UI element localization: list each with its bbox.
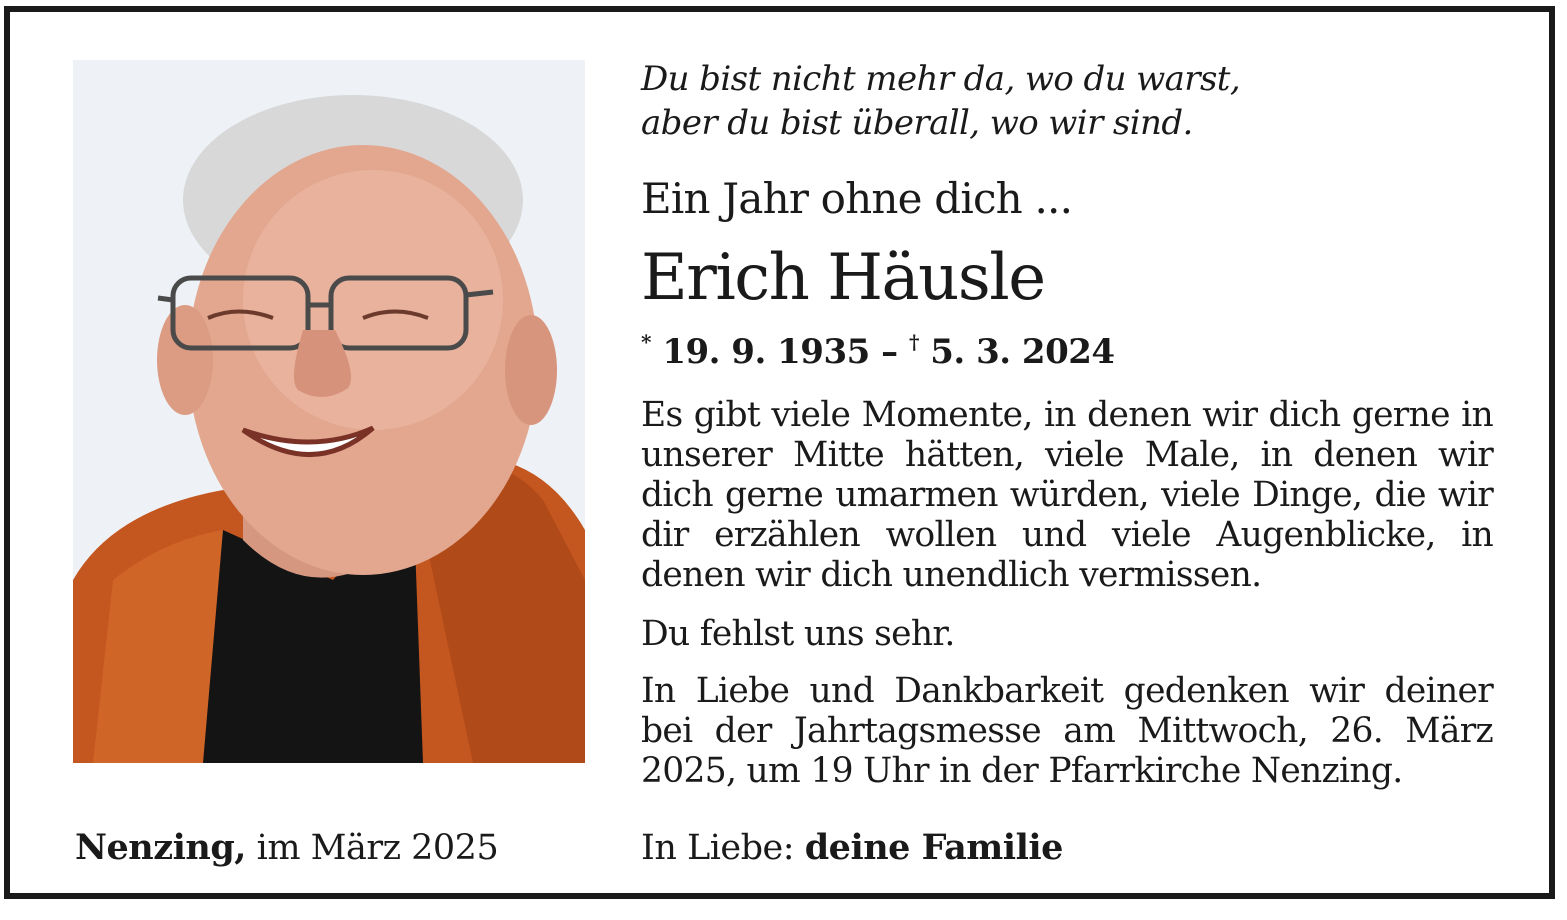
- notice-text-column: [641, 57, 1501, 868]
- signature-family: deine Familie: [804, 827, 1063, 868]
- place-date-line: [75, 826, 498, 870]
- signature-prefix: In Liebe:: [641, 828, 795, 868]
- deceased-name: Erich Häusle: [641, 241, 1045, 315]
- portrait-photo-icon: [73, 60, 585, 763]
- death-symbol: †: [908, 330, 919, 354]
- life-dates: [641, 320, 1115, 374]
- quote-line-1: Du bist nicht mehr da, wo du warst,: [641, 59, 1241, 99]
- miss-line: Du fehlst uns sehr.: [641, 614, 955, 654]
- death-date: 5. 3. 2024: [930, 332, 1115, 372]
- intro-line: Ein Jahr ohne dich ...: [641, 174, 1073, 223]
- birth-date: 19. 9. 1935: [662, 332, 870, 372]
- body-paragraph: Es gibt viele Momente, in denen wir dich gerne in unserer Mitte hätten, viele Male, in denen wir dich gerne umarmen würden, viele Dinge, die wir dir erzählen wollen und viele Augenblicke, in denen wir dich unendlich vermissen.: [641, 395, 1493, 595]
- memorial-paragraph: In Liebe und Dankbarkeit gedenken wir deiner bei der Jahrtagsmesse am Mittwoch, 26. März 2025, um 19 Uhr in der Pfarrkirche Nenzing.: [641, 671, 1493, 791]
- birth-symbol: *: [641, 330, 651, 354]
- date-separator: –: [881, 332, 898, 372]
- quote-line-2: aber du bist überall, wo wir sind.: [641, 103, 1193, 143]
- quote: [641, 57, 1501, 145]
- portrait-photo: [73, 60, 585, 763]
- signature-line: [641, 826, 1063, 870]
- place-name: Nenzing,: [75, 827, 246, 868]
- place-date: im März 2025: [256, 828, 499, 868]
